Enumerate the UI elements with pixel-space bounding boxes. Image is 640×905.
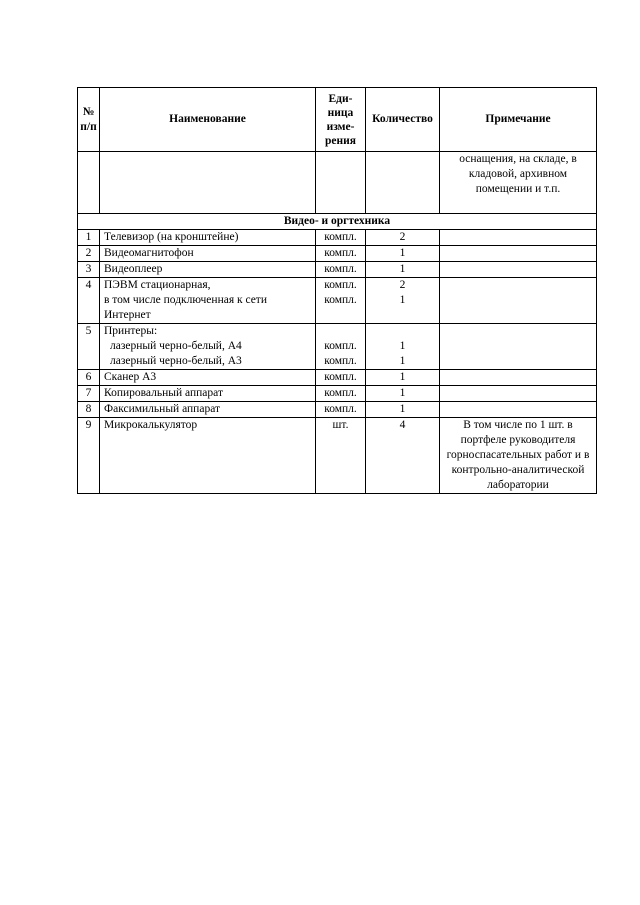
row-qty: 1: [366, 246, 440, 262]
row-qty: [366, 278, 440, 324]
row-name: Телевизор (на кронштейне): [100, 230, 316, 246]
table-row: [78, 402, 597, 418]
header-qty: Количество: [366, 88, 440, 152]
cell-line: компл.: [324, 279, 357, 291]
table-row: [78, 278, 597, 324]
row-unit: компл.: [316, 402, 366, 418]
cell-line: 2: [399, 279, 406, 291]
row-qty: [366, 324, 440, 370]
row-qty: 1: [366, 402, 440, 418]
row-number: 8: [78, 402, 100, 418]
cell-line: 1: [399, 355, 406, 367]
header-no: № п/п: [78, 88, 100, 152]
row-note: [440, 246, 597, 262]
row-unit: шт.: [316, 418, 366, 494]
row-name: [100, 278, 316, 324]
row-number: 2: [78, 246, 100, 262]
row-note: [440, 370, 597, 386]
row-note: [440, 402, 597, 418]
row-name: Копировальный аппарат: [100, 386, 316, 402]
row-note: [440, 262, 597, 278]
row-number: 5: [78, 324, 100, 370]
table-row: [78, 324, 597, 370]
section-title: Видео- и оргтехника: [78, 214, 597, 230]
row-note: [440, 278, 597, 324]
cell-line: 1: [399, 340, 406, 352]
row-unit: компл.: [316, 370, 366, 386]
row-number: 4: [78, 278, 100, 324]
row-unit: компл.: [316, 386, 366, 402]
row-unit: компл.: [316, 262, 366, 278]
row-name: Сканер А3: [100, 370, 316, 386]
row-unit: [316, 278, 366, 324]
cell-line: Интернет: [104, 309, 151, 321]
cell-line: лазерный черно-белый, А3: [110, 355, 242, 367]
row-name: Видеоплеер: [100, 262, 316, 278]
row-qty: 1: [366, 386, 440, 402]
cell-line: [320, 324, 361, 339]
cell-line: [370, 324, 435, 339]
cell-line: компл.: [324, 355, 357, 367]
row-qty: 1: [366, 370, 440, 386]
row-note: В том числе по 1 шт. в портфеле руководителя горноспасательных работ и в контрольно-аналитической лаборатории: [440, 418, 597, 494]
row-unit: компл.: [316, 230, 366, 246]
row-qty: 1: [366, 262, 440, 278]
row-name: Микрокалькулятор: [100, 418, 316, 494]
row-unit: компл.: [316, 246, 366, 262]
header-note: Примечание: [440, 88, 597, 152]
row-number: 9: [78, 418, 100, 494]
row-qty: 4: [366, 418, 440, 494]
row-note: [440, 230, 597, 246]
row-note: [440, 386, 597, 402]
row-number: 3: [78, 262, 100, 278]
table-row: [78, 246, 597, 262]
row-note: [440, 324, 597, 370]
row-number: 7: [78, 386, 100, 402]
continuation-row: [78, 152, 597, 214]
table-row: [78, 370, 597, 386]
row-qty: 2: [366, 230, 440, 246]
equipment-table: [77, 87, 597, 494]
table-body: [78, 230, 597, 494]
table-row: [78, 230, 597, 246]
header-row: [78, 88, 597, 152]
cell-line: 1: [399, 294, 406, 306]
cell-line: лазерный черно-белый, А4: [110, 340, 242, 352]
table-row: [78, 262, 597, 278]
table-row: [78, 386, 597, 402]
row-number: 1: [78, 230, 100, 246]
continuation-note: оснащения, на складе, в кладовой, архивном помещении и т.п.: [440, 152, 597, 214]
section-row: [78, 214, 597, 230]
cell-line: в том числе подключенная к сети: [104, 294, 267, 306]
row-number: 6: [78, 370, 100, 386]
row-name: Факсимильный аппарат: [100, 402, 316, 418]
header-unit: Еди- ница изме- рения: [316, 88, 366, 152]
row-unit: [316, 324, 366, 370]
row-name: [100, 324, 316, 370]
cell-line: компл.: [324, 294, 357, 306]
cell-line: ПЭВМ стационарная,: [104, 279, 211, 291]
table-row: [78, 418, 597, 494]
header-name: Наименование: [100, 88, 316, 152]
row-name: Видеомагнитофон: [100, 246, 316, 262]
cell-line: компл.: [324, 340, 357, 352]
cell-line: Принтеры:: [104, 325, 158, 337]
